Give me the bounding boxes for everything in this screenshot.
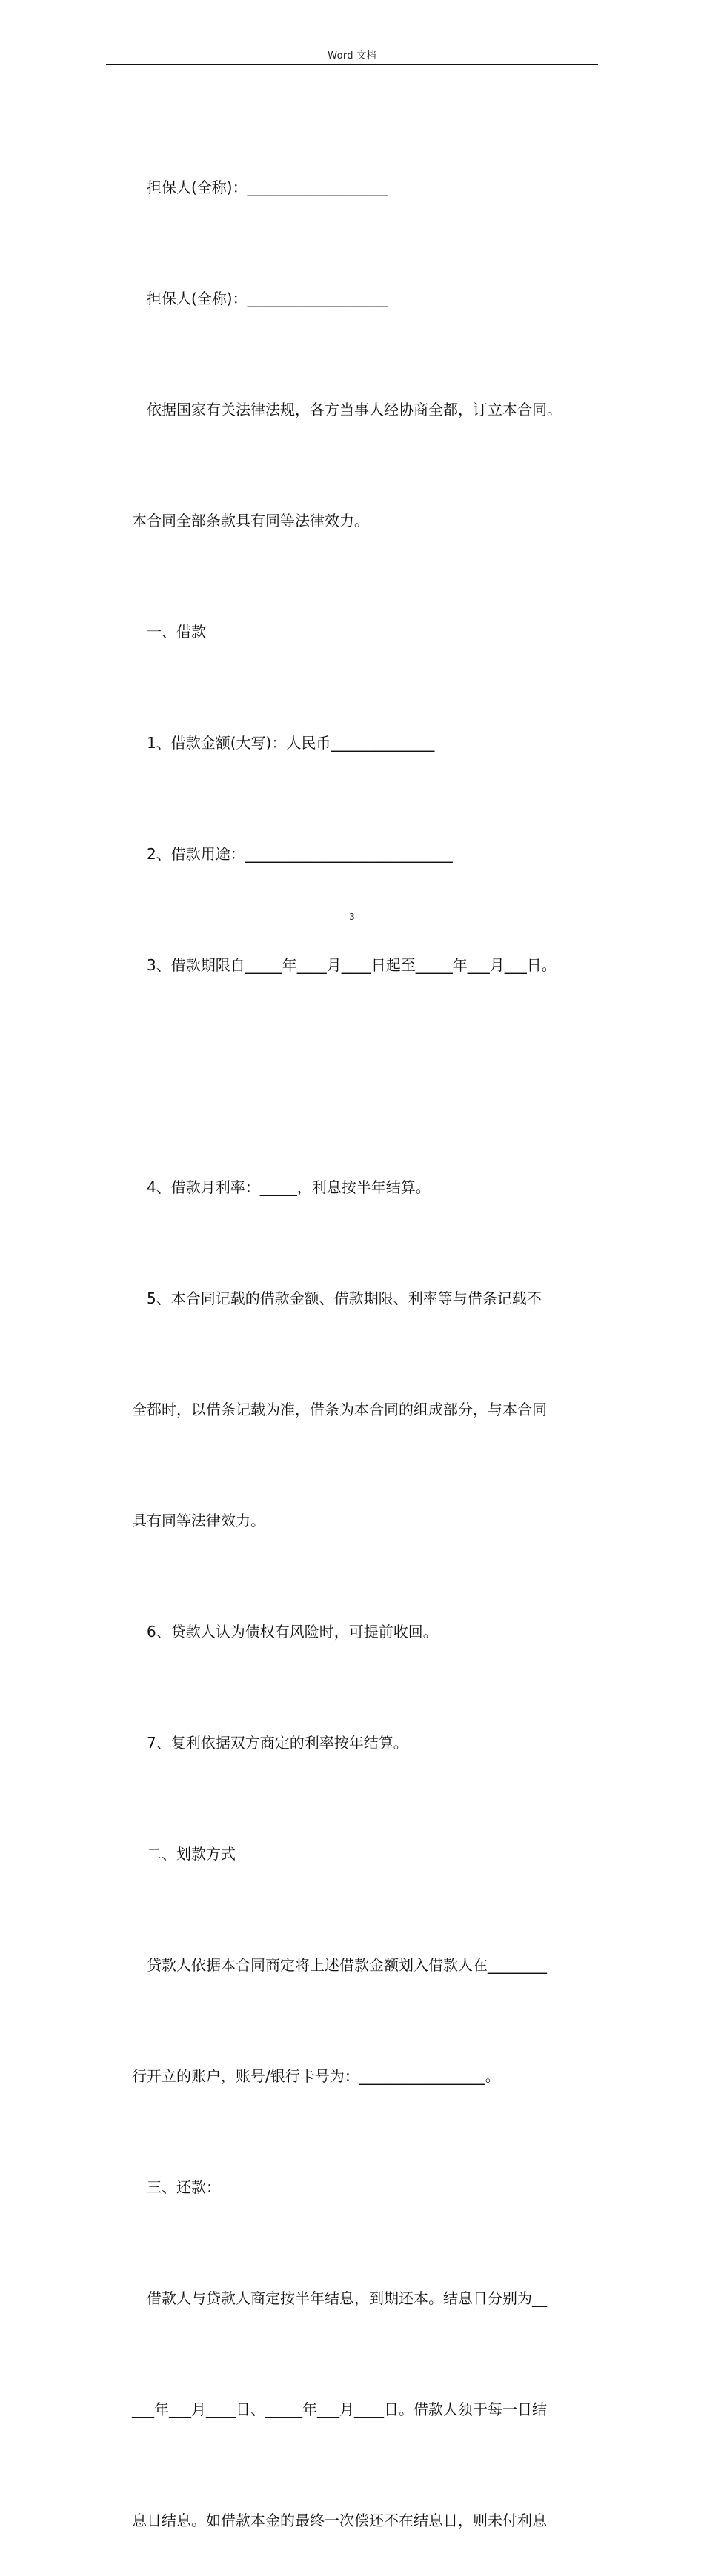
loan-item-5-line-2: 全都时，以借条记载为准，借条为本合同的组成部分，与本合同 [132, 1401, 547, 1418]
loan-item-5-line-3: 具有同等法律效力。 [132, 1512, 265, 1529]
repayment-line-3: 息日结息。如借款本金的最终一次偿还不在结息日，则未付利息 [132, 2512, 547, 2529]
section-heading-loan: 一、借款 [147, 623, 206, 641]
document-body [132, 95, 606, 2576]
preamble-line-1: 依据国家有关法律法规，各方当事人经协商全都，订立本合同。 [147, 401, 562, 418]
loan-item-5-line-1: 5、本合同记载的借款金额、借款期限、利率等与借条记载不 [147, 1289, 542, 1307]
preamble-line-2: 本合同全部条款具有同等法律效力。 [132, 512, 369, 530]
guarantor-line-1: 担保人(全称)：___________________ [147, 178, 388, 196]
transfer-line-1: 贷款人依据本合同商定将上述借款金额划入借款人在________ [147, 1956, 547, 1974]
section-heading-transfer: 二、划款方式 [147, 1845, 236, 1863]
transfer-line-2: 行开立的账户，账号/银行卡号为：_________________。 [132, 2067, 500, 2085]
page-header-title: Word 文档 [328, 50, 376, 61]
loan-item-2: 2、借款用途：____________________________ [147, 845, 453, 863]
guarantor-line-2: 担保人(全称)：___________________ [147, 290, 388, 307]
header-divider [106, 64, 598, 65]
loan-item-4: 4、借款月利率：_____，利息按半年结算。 [147, 1178, 431, 1196]
loan-item-7: 7、复利依据双方商定的利率按年结算。 [147, 1734, 408, 1752]
page-number: 3 [349, 912, 355, 922]
repayment-line-2: ___年___月____日、_____年___月____日。借款人须于每一日结 [132, 2400, 547, 2418]
loan-item-1: 1、借款金额(大写)：人民币______________ [147, 734, 435, 752]
blank-line [132, 1058, 606, 1095]
loan-item-3: 3、借款期限自_____年____月____日起至_____年___月___日。 [147, 956, 557, 974]
loan-item-6: 6、贷款人认为债权有风险时，可提前收回。 [147, 1623, 438, 1641]
section-heading-repayment: 三、还款： [147, 2178, 221, 2196]
repayment-line-1: 借款人与贷款人商定按半年结息，到期还本。结息日分别为__ [147, 2289, 547, 2307]
